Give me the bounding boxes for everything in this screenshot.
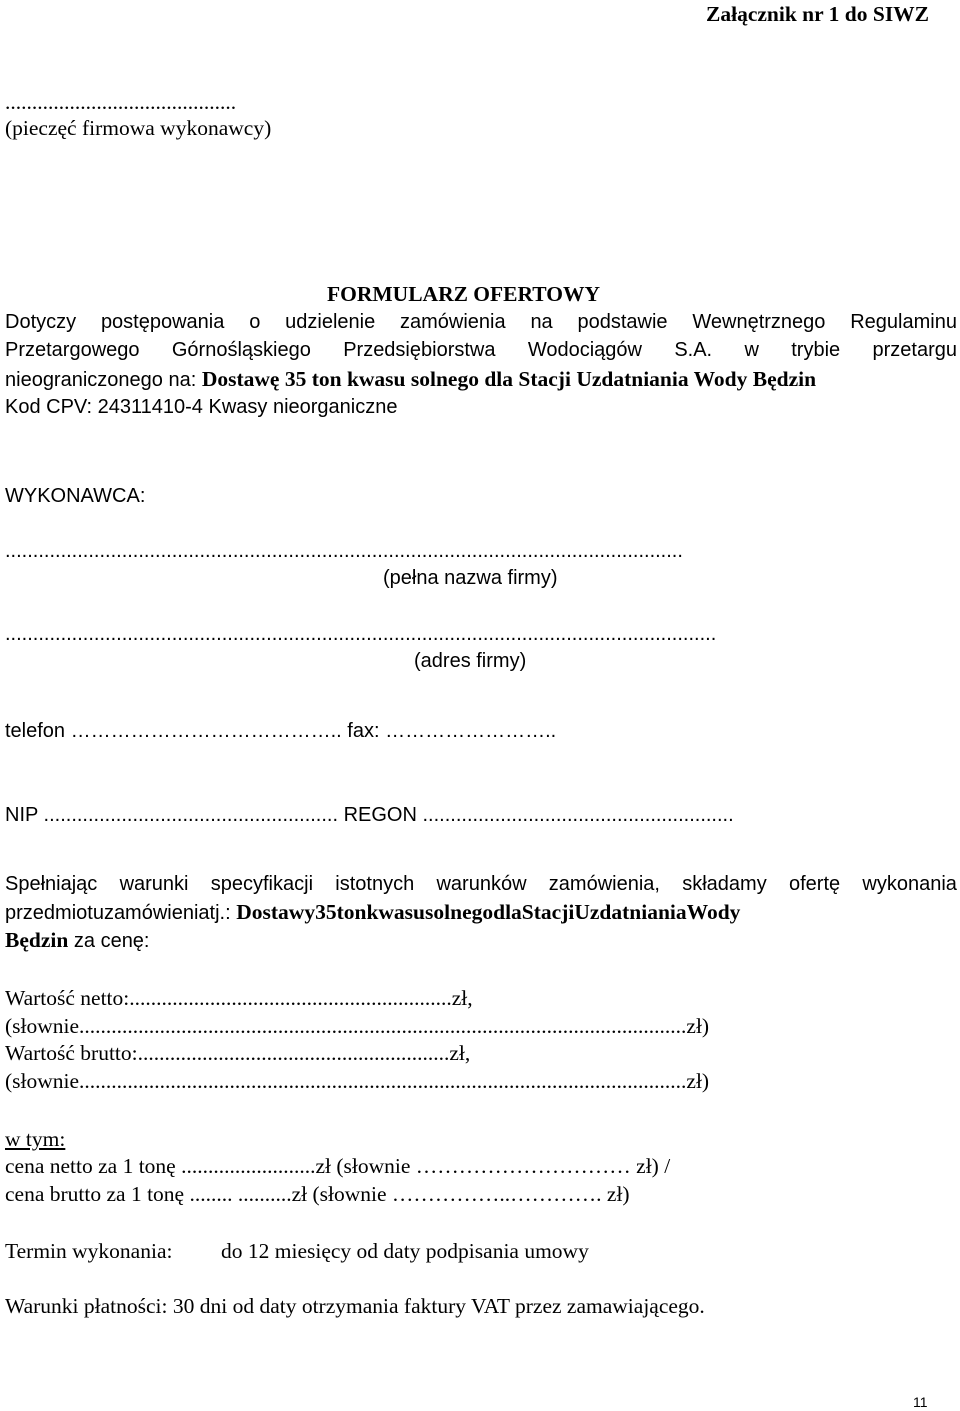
net-value-field[interactable]: Wartość netto:............................................................zł, bbox=[5, 986, 473, 1010]
word: składamy bbox=[682, 873, 767, 895]
word: trybie bbox=[791, 339, 841, 361]
word: Wodociągów bbox=[527, 339, 642, 361]
intro-line-3-prefix: nieograniczonego na: bbox=[5, 369, 202, 391]
word: zamówienia bbox=[400, 311, 506, 333]
company-address-field[interactable]: ................................................................................................................................ bbox=[5, 623, 717, 645]
company-name-label: (pełna nazwa firmy) bbox=[383, 567, 558, 589]
nip-regon-line[interactable]: NIP ..................................................... REGON ........................................................ bbox=[5, 804, 734, 826]
gross-value-field[interactable]: Wartość brutto:..........................................................zł, bbox=[5, 1041, 471, 1065]
gross-words-field[interactable]: (słownie.................................................................................................................zł) bbox=[5, 1069, 710, 1093]
word: S.A. bbox=[674, 339, 713, 361]
word: warunki bbox=[119, 873, 189, 895]
offer-line-3 bbox=[5, 927, 150, 954]
intro-line-3 bbox=[5, 366, 816, 393]
offer-line-3-rest: za cenę: bbox=[68, 930, 150, 952]
word: Górnośląskiego bbox=[171, 339, 311, 361]
word: Regulaminu bbox=[850, 311, 957, 333]
word: Przetargowego bbox=[5, 339, 140, 361]
word: wykonania bbox=[862, 873, 957, 895]
form-title: FORMULARZ OFERTOWY bbox=[327, 282, 600, 306]
term-label: Termin wykonania: bbox=[5, 1239, 173, 1263]
offer-line-2: przedmiotuzamówieniatj.: Dostawy35tonkwasusolnegodlaStacjiUzdatnianiaWody bbox=[5, 900, 741, 924]
word: ofertę bbox=[788, 873, 841, 895]
stamp-dots: ........................................... bbox=[5, 90, 237, 114]
page-number: 11 bbox=[913, 1394, 928, 1410]
word: przetargu bbox=[872, 339, 957, 361]
subject-of-order: Dostawę 35 ton kwasu solnego dla Stacji Uzdatniania Wody Będzin bbox=[201, 367, 817, 391]
offer-line-3-bold: Będzin bbox=[5, 928, 69, 952]
word: o bbox=[249, 311, 261, 333]
word: na bbox=[530, 311, 553, 333]
gross-per-ton-field[interactable]: cena brutto za 1 tonę ........ ..........zł (słownie ……………..…………. zł) bbox=[5, 1182, 630, 1206]
including-heading: w tym: bbox=[5, 1127, 66, 1151]
net-words-field[interactable]: (słownie.................................................................................................................zł) bbox=[5, 1014, 710, 1038]
phone-fax-line[interactable]: telefon ………………………………….. fax: …………………….. bbox=[5, 720, 557, 742]
word: zamówienia, bbox=[548, 873, 660, 895]
word: postępowania bbox=[100, 311, 225, 333]
word: Wewnętrznego bbox=[692, 311, 826, 333]
attachment-title: Załącznik nr 1 do SIWZ bbox=[706, 2, 930, 26]
word: Przedsiębiorstwa bbox=[343, 339, 496, 361]
intro-line-1 bbox=[5, 309, 957, 335]
word: warunków bbox=[436, 873, 527, 895]
word: udzielenie bbox=[285, 311, 376, 333]
word: specyfikacji bbox=[210, 873, 314, 895]
company-name-field[interactable]: .......................................................................................................................... bbox=[5, 540, 683, 562]
term-value: do 12 miesięcy od daty podpisania umowy bbox=[221, 1239, 589, 1263]
word: w bbox=[744, 339, 759, 361]
payment-terms: Warunki płatności: 30 dni od daty otrzymania faktury VAT przez zamawiającego. bbox=[5, 1294, 705, 1318]
offer-line-1 bbox=[5, 871, 957, 897]
cpv-code: Kod CPV: 24311410-4 Kwasy nieorganiczne bbox=[5, 396, 398, 418]
intro-line-2 bbox=[5, 337, 957, 363]
word: Dotyczy bbox=[5, 311, 77, 333]
word: Spełniając bbox=[5, 873, 98, 895]
company-address-label: (adres firmy) bbox=[414, 650, 527, 672]
net-per-ton-field[interactable]: cena netto za 1 tonę .........................zł (słownie ………………………… zł) / bbox=[5, 1154, 671, 1178]
word: podstawie bbox=[577, 311, 668, 333]
stamp-label: (pieczęć firmowa wykonawcy) bbox=[5, 116, 272, 140]
word: istotnych bbox=[335, 873, 415, 895]
contractor-heading: WYKONAWCA: bbox=[5, 485, 146, 507]
